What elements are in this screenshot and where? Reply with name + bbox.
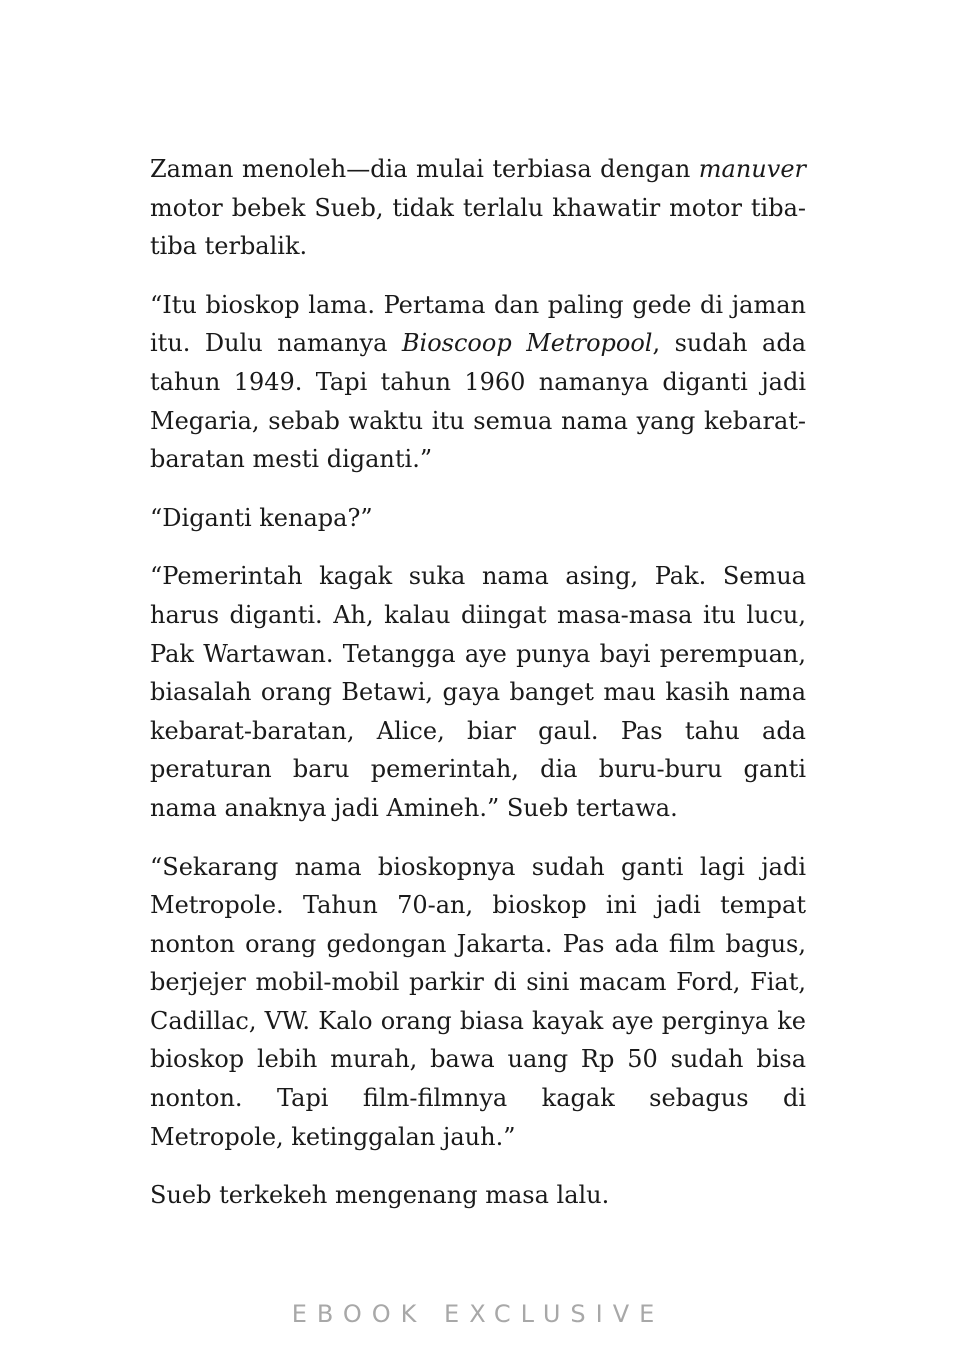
paragraph-4: “Pemerintah kagak suka nama asing, Pak. Semua harus diganti. Ah, kalau diingat masa-masa itu lucu, Pak Wartawan. Tetangga aye punya bayi perempuan, biasalah orang Betawi, gaya banget mau kasih nama kebarat-baratan, Alice, biar gaul. Pas tahu ada peraturan baru pemerintah, dia buru-buru ganti nama anaknya jadi Amineh.” Sueb tertawa. [150,562,806,822]
paragraph-6: Sueb terkekeh mengenang masa lalu. [150,1181,610,1210]
paragraph-1-text-b: motor bebek Sueb, tidak terlalu khawatir motor tiba-tiba terbalik. [150,193,806,261]
paragraph-1-text-a: Zaman menoleh—dia mulai terbiasa dengan [150,155,699,183]
body-text [150,150,806,1215]
paragraph-5: “Sekarang nama bioskopnya sudah ganti lagi jadi Metropole. Tahun 70-an, bioskop ini jadi tempat nonton orang gedongan Jakarta. Pas ada film bagus, berjejer mobil-mobil parkir di sini macam Ford, Fiat, Cadillac, VW. Kalo orang biasa kayak aye perginya ke bioskop lebih murah, bawa uang Rp 50 sudah bisa nonton. Tapi film-filmnya kagak sebagus di Metropole, ketinggalan jauh.” [150,852,806,1151]
paragraph-1 [150,150,806,266]
paragraph-1-italic-term: manuver [698,155,806,183]
paragraph-3: “Diganti kenapa?” [150,503,373,532]
paragraph-2 [150,286,806,479]
paragraph-2-text-b: , sudah ada tahun 1949. Tapi tahun 1960 namanya diganti jadi Megaria, sebab waktu itu semua nama yang kebarat-baratan mesti diganti.” [150,329,806,474]
paragraph-2-text-a: “Itu bioskop lama. Pertama dan paling gede di jaman itu. Dulu namanya [150,290,806,358]
footer-watermark: EBOOK EXCLUSIVE [291,1300,665,1328]
paragraph-2-italic-term: Bioscoop Metropool [401,329,653,358]
